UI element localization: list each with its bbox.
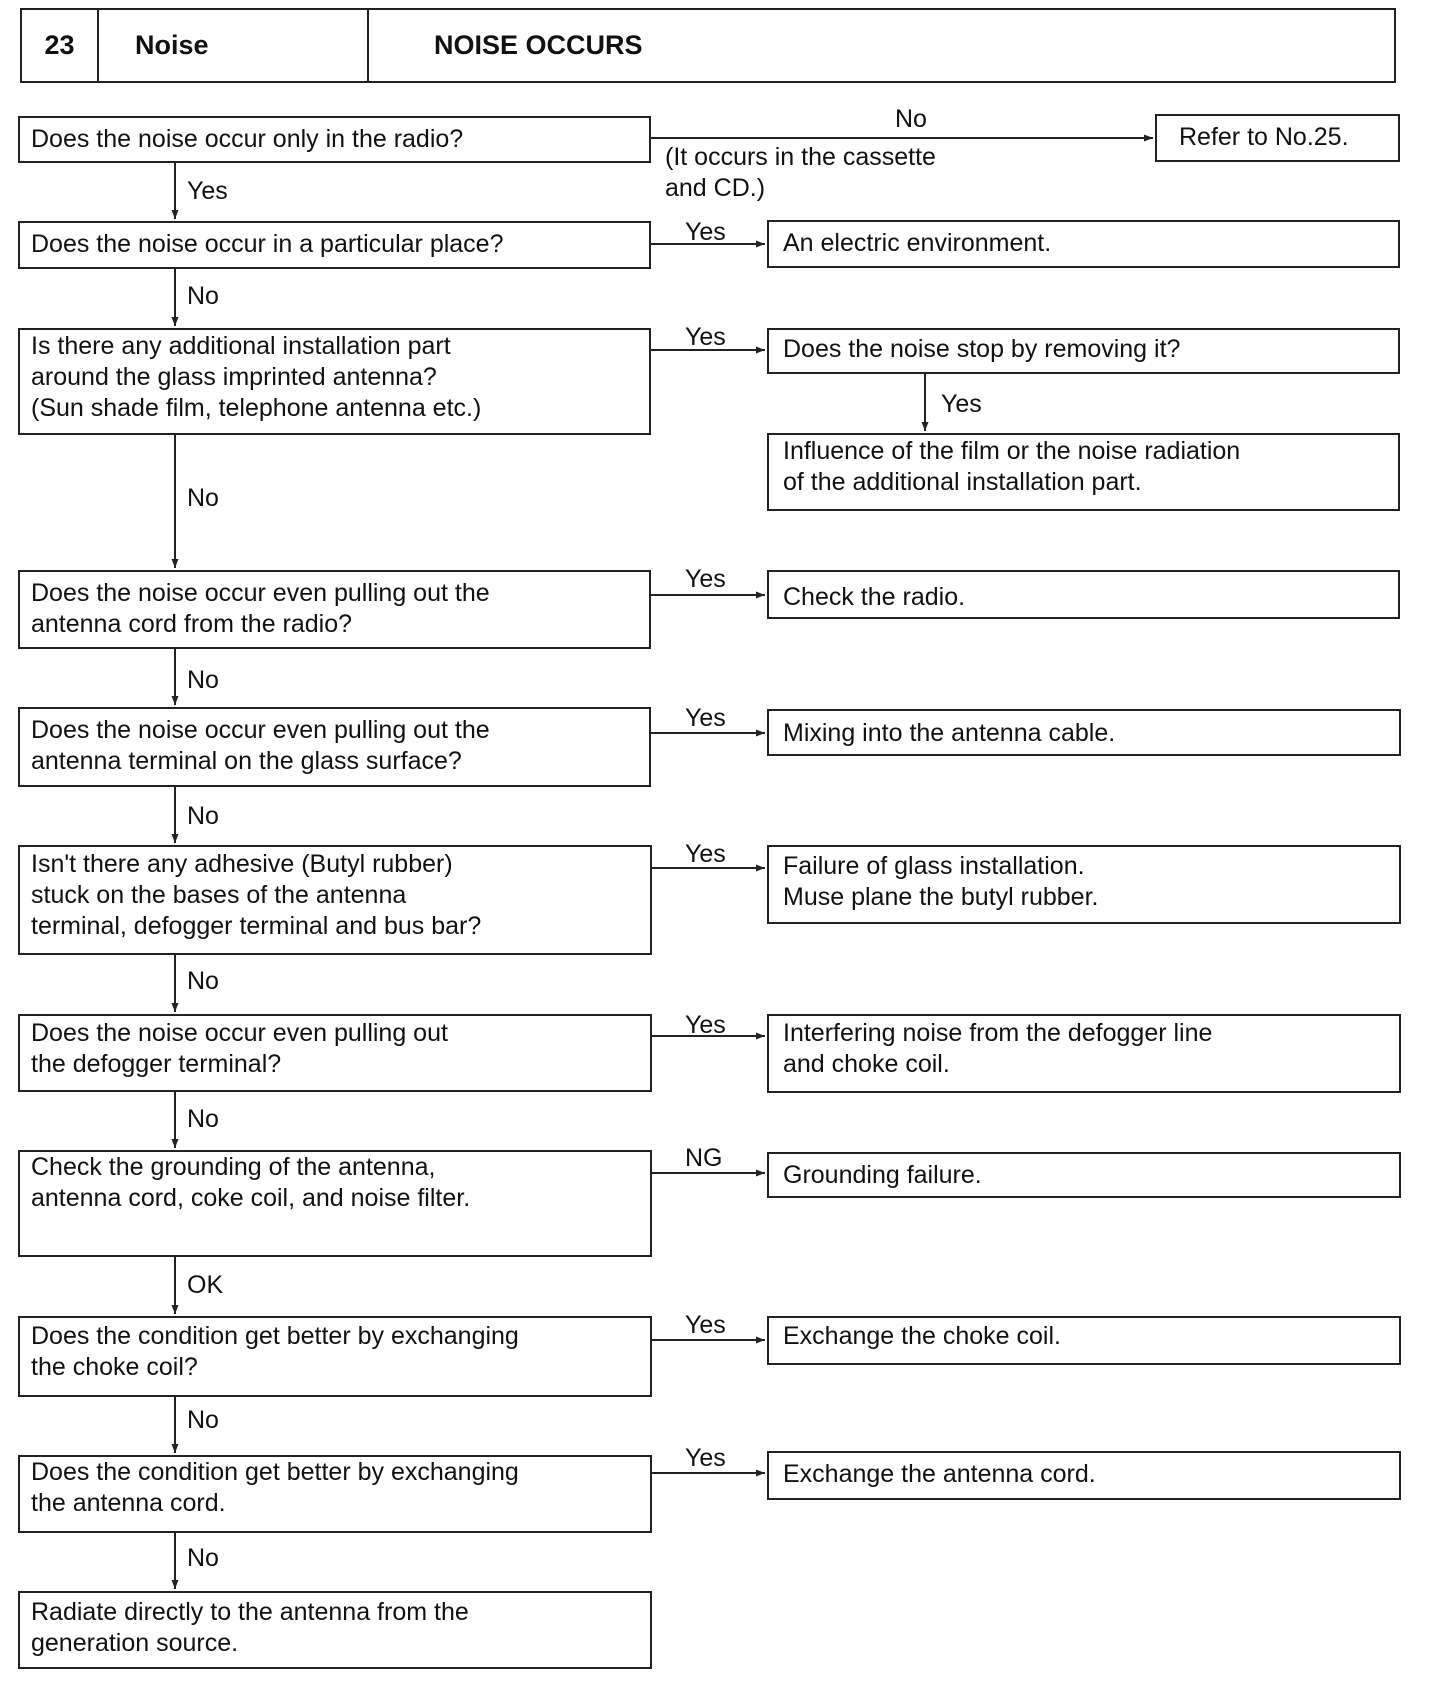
label-q4-no: No: [187, 666, 219, 694]
q3b-box: Does the noise stop by removing it?: [767, 328, 1400, 374]
label-q10-yes: Yes: [685, 1444, 726, 1472]
label-q5-no: No: [187, 802, 219, 830]
label-q3-no: No: [187, 484, 219, 512]
label-q3-yes: Yes: [685, 323, 726, 351]
label-q7-yes: Yes: [685, 1011, 726, 1039]
section-category: Noise: [99, 10, 369, 81]
result-glass-installation: Failure of glass installation. Muse plane the butyl rubber.: [767, 845, 1401, 924]
result-electric-environment: An electric environment.: [767, 220, 1400, 268]
label-q5-yes: Yes: [685, 704, 726, 732]
label-q2-no: No: [187, 282, 219, 310]
q8-box: Check the grounding of the antenna, antenna cord, coke coil, and noise filter.: [18, 1150, 652, 1257]
chart-title: NOISE OCCURS: [434, 30, 643, 60]
result-defogger-noise: Interfering noise from the defogger line and choke coil.: [767, 1014, 1401, 1093]
label-q1-yes: Yes: [187, 177, 228, 205]
result-refer-no25: Refer to No.25.: [1155, 114, 1400, 162]
q10-box: Does the condition get better by exchanging the antenna cord.: [18, 1455, 652, 1533]
q1-box: Does the noise occur only in the radio?: [18, 116, 651, 163]
label-q6-yes: Yes: [685, 840, 726, 868]
label-q2-yes: Yes: [685, 218, 726, 246]
q3-box: Is there any additional installation part around the glass imprinted antenna? (Sun shade film, telephone antenna etc.): [18, 328, 651, 435]
result-check-radio: Check the radio.: [767, 570, 1400, 619]
result-exchange-choke: Exchange the choke coil.: [767, 1316, 1401, 1365]
label-q8-ok: OK: [187, 1271, 224, 1299]
label-q1-no-note: (It occurs in the cassette and CD.): [665, 143, 936, 202]
q9-box: Does the condition get better by exchanging the choke coil?: [18, 1316, 652, 1397]
q7-box: Does the noise occur even pulling out the defogger terminal?: [18, 1014, 652, 1092]
label-q3b-yes: Yes: [941, 390, 982, 418]
label-q7-no: No: [187, 1105, 219, 1133]
result-mixing-cable: Mixing into the antenna cable.: [767, 709, 1401, 756]
result-grounding-failure: Grounding failure.: [767, 1152, 1401, 1198]
section-number: 23: [22, 10, 99, 81]
label-q4-yes: Yes: [685, 565, 726, 593]
label-q1-no: No: [895, 105, 927, 133]
q6-box: Isn't there any adhesive (Butyl rubber) stuck on the bases of the antenna terminal, defogger terminal and bus bar?: [18, 845, 652, 955]
result-exchange-cord: Exchange the antenna cord.: [767, 1451, 1401, 1500]
result-film-influence: Influence of the film or the noise radiation of the additional installation part.: [767, 433, 1400, 511]
label-q9-yes: Yes: [685, 1311, 726, 1339]
label-q6-no: No: [187, 967, 219, 995]
label-q8-ng: NG: [685, 1144, 723, 1172]
q2-box: Does the noise occur in a particular place?: [18, 221, 651, 269]
q4-box: Does the noise occur even pulling out the antenna cord from the radio?: [18, 570, 651, 649]
label-q10-no: No: [187, 1544, 219, 1572]
q5-box: Does the noise occur even pulling out the antenna terminal on the glass surface?: [18, 707, 651, 787]
q11-box: Radiate directly to the antenna from the generation source.: [18, 1591, 652, 1669]
label-q9-no: No: [187, 1406, 219, 1434]
